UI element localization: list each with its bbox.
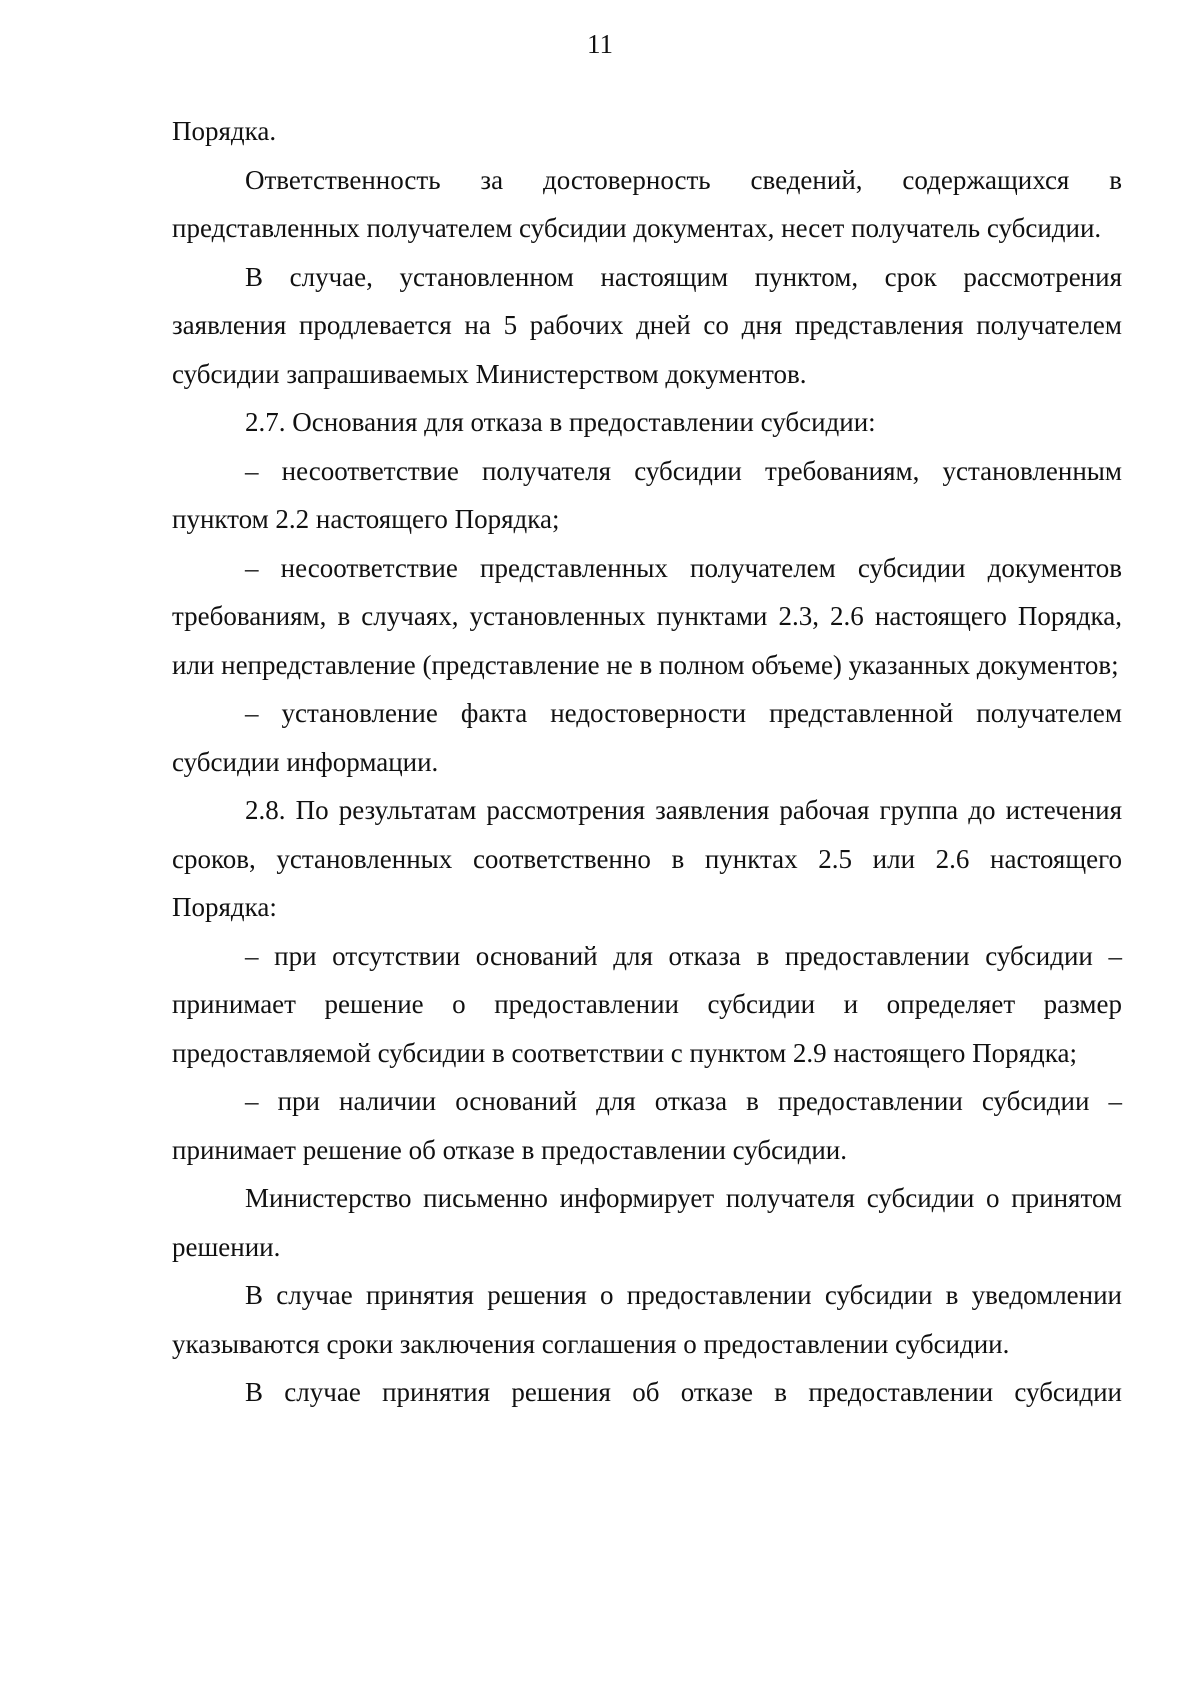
- page-number: 11: [587, 29, 613, 59]
- paragraph-ministry-informs: Министерство письменно информирует получателя субсидии о принятом решении.: [172, 1183, 1122, 1262]
- paragraph-refusal-notice: В случае принятия решения об отказе в предоставлении субсидии: [245, 1377, 1122, 1407]
- paragraph-section-2-7: 2.7. Основания для отказа в предоставлении субсидии:: [245, 407, 876, 437]
- paragraph-section-2-8: 2.8. По результатам рассмотрения заявления рабочая группа до истечения сроков, установленных соответственно в пунктах 2.5 или 2.6 настоящего Порядка:: [172, 795, 1122, 922]
- list-item-decision-grant: – при отсутствии оснований для отказа в предоставлении субсидии – принимает решение о предоставлении субсидии и определяет размер предоставляемой субсидии в соответствии с пунктом 2.9 настоящего Порядка;: [172, 940, 1122, 1068]
- list-item-refusal-3: – установление факта недостоверности представленной получателем субсидии информации.: [172, 698, 1122, 777]
- paragraph-grant-notice: В случае принятия решения о предоставлении субсидии в уведомлении указываются сроки заключения соглашения о предоставлении субсидии.: [172, 1280, 1122, 1359]
- document-body: [172, 107, 1122, 1417]
- list-item-refusal-1: – несоответствие получателя субсидии требованиям, установленным пунктом 2.2 настоящего Порядка;: [172, 455, 1122, 534]
- paragraph-responsibility: Ответственность за достоверность сведений, содержащихся в представленных получателем субсидии документах, несет получатель субсидии.: [172, 164, 1122, 243]
- list-item-decision-refuse: – при наличии оснований для отказа в предоставлении субсидии – принимает решение об отказе в предоставлении субсидии.: [172, 1086, 1122, 1165]
- paragraph-review-extension: В случае, установленном настоящим пунктом, срок рассмотрения заявления продлевается на 5 рабочих дней со дня представления получателем субсидии запрашиваемых Министерством документов.: [172, 261, 1122, 389]
- paragraph-continuation: Порядка.: [172, 116, 277, 146]
- list-item-refusal-2: – несоответствие представленных получателем субсидии документов требованиям, в случаях, установленных пунктами 2.3, 2.6 настоящего Порядка, или непредставление (представление не в полном объеме) указанных документов;: [172, 552, 1122, 680]
